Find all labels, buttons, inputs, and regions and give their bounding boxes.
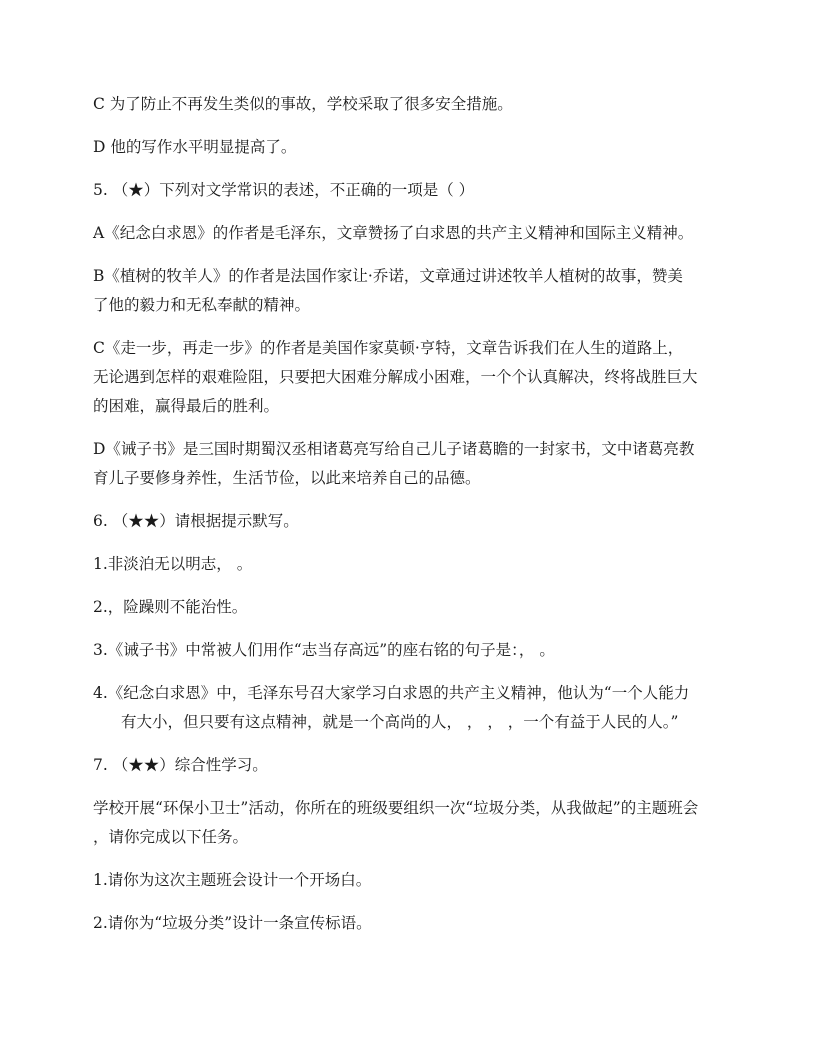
text-line: 有大小，但只要有这点精神，就是一个高尚的人， ， ， ，一个有益于人民的人。”: [121, 713, 679, 731]
text-line: ，请你完成以下任务。: [93, 828, 249, 846]
paragraph-q5-option-b: [93, 262, 726, 320]
paragraph-q5-option-c: [93, 334, 726, 421]
paragraph-q6-item-3: [93, 636, 726, 665]
text-line: 3.《诫子书》中常被人们用作“志当存高远”的座右铭的句子是：， 。: [93, 641, 555, 659]
text-line: 7. （★★）综合性学习。: [93, 756, 268, 774]
text-line: 2.，险躁则不能治性。: [93, 598, 248, 616]
paragraph-q7-task-2: [93, 909, 726, 938]
paragraph-q6-item-2: [93, 593, 726, 622]
paragraph-q6-item-1: [93, 550, 726, 579]
text-line: A《纪念白求恩》的作者是毛泽东，文章赞扬了白求恩的共产主义精神和国际主义精神。: [93, 224, 694, 242]
paragraph-q5-stem: [93, 176, 726, 205]
paragraph-q5-option-a: [93, 219, 726, 248]
text-line: 5. （★）下列对文学常识的表述，不正确的一项是（ ）: [93, 181, 475, 199]
text-line: 4.《纪念白求恩》中，毛泽东号召大家学习白求恩的共产主义精神，他认为“一个人能力: [93, 684, 690, 702]
paragraph-q7-context: [93, 794, 726, 852]
text-line: 6. （★★）请根据提示默写。: [93, 512, 299, 530]
document-body: [93, 90, 726, 938]
text-line: 学校开展“环保小卫士”活动，你所在的班级要组织一次“垃圾分类，从我做起”的主题班会: [93, 799, 699, 817]
text-line: 1.非淡泊无以明志， 。: [93, 555, 253, 573]
text-line: 了他的毅力和无私奉献的精神。: [93, 296, 311, 314]
text-line: B《植树的牧羊人》的作者是法国作家让·乔诺，文章通过讲述牧羊人植树的故事，赞美: [93, 267, 683, 285]
paragraph-q6-stem: [93, 507, 726, 536]
text-line: 无论遇到怎样的艰难险阻，只要把大困难分解成小困难，一个个认真解决，终将战胜巨大: [93, 368, 698, 386]
paragraph-q6-item-4: [93, 679, 726, 737]
text-line: D《诫子书》是三国时期蜀汉丞相诸葛亮写给自己儿子诸葛瞻的一封家书，文中诸葛亮教: [93, 440, 695, 458]
paragraph-q4-option-c: [93, 90, 726, 119]
text-line: 育儿子要修身养性，生活节俭，以此来培养自己的品德。: [93, 469, 481, 487]
paragraph-q7-stem: [93, 751, 726, 780]
text-line: 1.请你为这次主题班会设计一个开场白。: [93, 871, 372, 889]
text-line: 的困难，赢得最后的胜利。: [93, 397, 280, 415]
text-line: C 为了防止不再发生类似的事故，学校采取了很多安全措施。: [93, 95, 513, 113]
paragraph-q4-option-d: [93, 133, 726, 162]
paragraph-q5-option-d: [93, 435, 726, 493]
paragraph-q7-task-1: [93, 866, 726, 895]
text-line: 2.请你为“垃圾分类”设计一条宣传标语。: [93, 914, 372, 932]
text-line: D 他的写作水平明显提高了。: [93, 138, 297, 156]
text-line: C《走一步，再走一步》的作者是美国作家莫顿·亨特，文章告诉我们在人生的道路上，: [93, 339, 684, 357]
